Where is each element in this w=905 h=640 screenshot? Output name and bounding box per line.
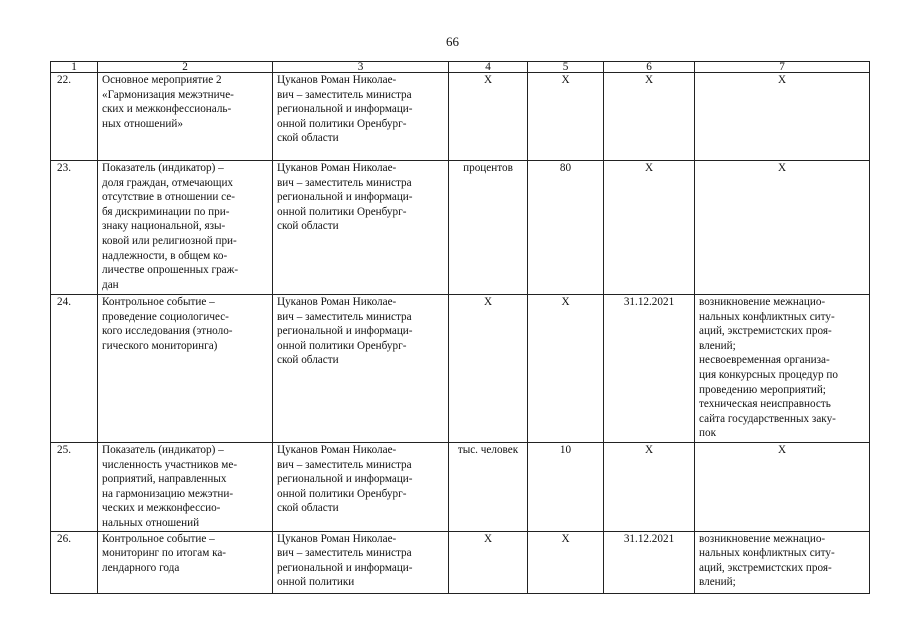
- cell-line: Х: [777, 74, 787, 86]
- cell-line: региональной и информаци-: [277, 325, 413, 338]
- cell-line: ных отношений»: [102, 117, 183, 130]
- cell-line: региональной и информаци-: [277, 473, 413, 486]
- name-cell: [98, 531, 273, 593]
- cell-line: гического мониторинга): [102, 339, 218, 352]
- cell-line: ских и межконфессиональ-: [102, 103, 232, 116]
- cell-line: вич – заместитель министра: [277, 310, 412, 323]
- value-cell: 10: [528, 443, 604, 532]
- date-cell: 31.12.2021: [604, 531, 695, 593]
- page-number: 66: [446, 34, 459, 49]
- column-header: 6: [604, 62, 695, 73]
- cell-line: аций, экстремистских проя-: [699, 325, 832, 338]
- column-header: 7: [695, 62, 870, 73]
- cell-line: сайта государственных заку-: [699, 412, 836, 425]
- cell-line: Цуканов Роман Николае-: [277, 444, 397, 456]
- cell-line: «Гармонизация межэтниче-: [102, 88, 234, 101]
- unit-cell: Х: [449, 531, 528, 593]
- cell-line: несвоевременная организа-: [699, 354, 830, 367]
- column-header: 1: [51, 62, 98, 73]
- cell-line: влений;: [699, 339, 736, 352]
- cell-line: Цуканов Роман Николае-: [277, 74, 397, 86]
- cell-line: региональной и информаци-: [277, 191, 413, 204]
- responsible-cell: [273, 161, 449, 295]
- cell-line: личестве опрошенных граж-: [102, 264, 239, 277]
- table-row: [51, 295, 870, 443]
- num-cell: 22.: [51, 73, 98, 161]
- num-cell: 25.: [51, 443, 98, 532]
- name-cell: [98, 295, 273, 443]
- responsible-cell: [273, 443, 449, 532]
- cell-line: доля граждан, отмечающих: [102, 176, 234, 189]
- value-cell: Х: [528, 73, 604, 161]
- unit-cell: Х: [449, 73, 528, 161]
- cell-line: знаку национальной, язы-: [102, 220, 226, 233]
- cell-line: вич – заместитель министра: [277, 547, 412, 560]
- name-cell: [98, 443, 273, 532]
- cell-line: отсутствие в отношении се-: [102, 191, 235, 204]
- cell-line: нальных конфликтных ситу-: [699, 547, 835, 560]
- cell-line: ковой или религиозной при-: [102, 234, 237, 247]
- cell-line: Цуканов Роман Николае-: [277, 296, 397, 308]
- cell-line: ской области: [277, 354, 339, 367]
- cell-line: роприятий, направленных: [102, 473, 227, 486]
- cell-line: численность участников ме-: [102, 458, 238, 471]
- num-cell: 23.: [51, 161, 98, 295]
- cell-line: вич – заместитель министра: [277, 88, 412, 101]
- cell-line: надлежности, в общем ко-: [102, 249, 228, 262]
- unit-cell: процентов: [449, 161, 528, 295]
- cell-line: Показатель (индикатор) –: [102, 162, 224, 174]
- cell-line: ция конкурсных процедур по: [699, 368, 838, 381]
- cell-line: Основное мероприятие 2: [102, 74, 222, 86]
- cell-line: Х: [777, 162, 787, 174]
- cell-line: Цуканов Роман Николае-: [277, 162, 397, 174]
- cell-line: Показатель (индикатор) –: [102, 444, 224, 456]
- column-header-row: [51, 62, 870, 73]
- column-header: 5: [528, 62, 604, 73]
- risk-cell: [695, 295, 870, 443]
- cell-line: онной политики Оренбург-: [277, 339, 407, 352]
- cell-line: проведение социологичес-: [102, 310, 229, 323]
- cell-line: возникновение межнацио-: [699, 296, 826, 308]
- table-row: [51, 443, 870, 532]
- cell-line: онной политики: [277, 576, 355, 589]
- cell-line: Контрольное событие –: [102, 532, 215, 545]
- cell-line: мониторинг по итогам ка-: [102, 547, 227, 560]
- unit-cell: Х: [449, 295, 528, 443]
- cell-line: региональной и информаци-: [277, 561, 413, 574]
- cell-line: проведению мероприятий;: [699, 383, 826, 396]
- column-header: 2: [98, 62, 273, 73]
- responsible-cell: [273, 295, 449, 443]
- cell-line: ской области: [277, 132, 339, 145]
- risk-cell: [695, 161, 870, 295]
- date-cell: 31.12.2021: [604, 295, 695, 443]
- risk-cell: [695, 443, 870, 532]
- value-cell: Х: [528, 531, 604, 593]
- name-cell: [98, 73, 273, 161]
- column-header: 3: [273, 62, 449, 73]
- date-cell: Х: [604, 443, 695, 532]
- unit-cell: тыс. человек: [449, 443, 528, 532]
- cell-line: дан: [102, 278, 119, 291]
- cell-line: нальных конфликтных ситу-: [699, 310, 835, 323]
- responsible-cell: [273, 73, 449, 161]
- cell-line: бя дискриминации по при-: [102, 205, 230, 218]
- cell-line: Х: [777, 444, 787, 456]
- cell-line: лендарного года: [102, 561, 180, 574]
- cell-line: Цуканов Роман Николае-: [277, 532, 397, 545]
- date-cell: Х: [604, 73, 695, 161]
- cell-line: ской области: [277, 220, 339, 233]
- cell-line: пок: [699, 427, 717, 440]
- cell-line: техническая неисправность: [699, 398, 831, 411]
- value-cell: 80: [528, 161, 604, 295]
- program-table: [50, 61, 870, 594]
- cell-line: влений;: [699, 576, 736, 589]
- cell-line: вич – заместитель министра: [277, 458, 412, 471]
- cell-line: ской области: [277, 502, 339, 515]
- table-row: [51, 73, 870, 161]
- value-cell: Х: [528, 295, 604, 443]
- cell-line: на гармонизацию межэтни-: [102, 487, 234, 500]
- num-cell: 26.: [51, 531, 98, 593]
- cell-line: ческих и межконфессио-: [102, 502, 221, 515]
- cell-line: нальных отношений: [102, 516, 200, 529]
- cell-line: аций, экстремистских проя-: [699, 561, 832, 574]
- responsible-cell: [273, 531, 449, 593]
- column-header: 4: [449, 62, 528, 73]
- cell-line: Контрольное событие –: [102, 296, 215, 308]
- date-cell: Х: [604, 161, 695, 295]
- table-row: [51, 531, 870, 593]
- num-cell: 24.: [51, 295, 98, 443]
- cell-line: вич – заместитель министра: [277, 176, 412, 189]
- cell-line: онной политики Оренбург-: [277, 117, 407, 130]
- cell-line: региональной и информаци-: [277, 103, 413, 116]
- name-cell: [98, 161, 273, 295]
- cell-line: онной политики Оренбург-: [277, 487, 407, 500]
- cell-line: кого исследования (этноло-: [102, 325, 233, 338]
- cell-line: онной политики Оренбург-: [277, 205, 407, 218]
- risk-cell: [695, 73, 870, 161]
- risk-cell: [695, 531, 870, 593]
- cell-line: возникновение межнацио-: [699, 532, 826, 545]
- table-row: [51, 161, 870, 295]
